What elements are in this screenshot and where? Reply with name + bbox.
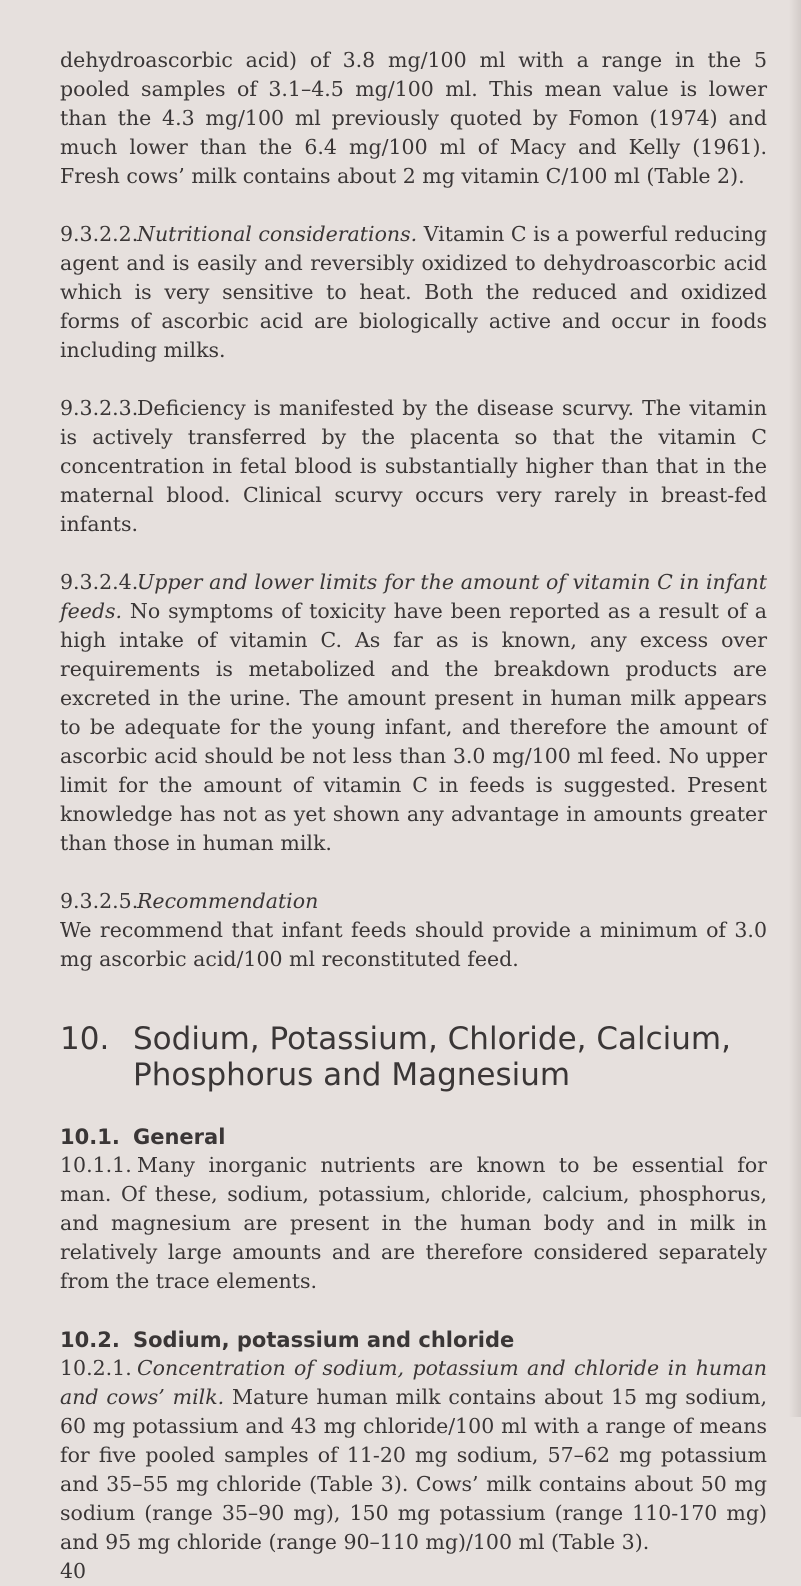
section-title: Concentration of sodium, potassium and chloride in human and cows’ milk. (60, 1356, 767, 1409)
section-number: 10.2. (60, 1328, 120, 1352)
section-number: 9.3.2.5. (60, 889, 139, 913)
section-text: Many inorganic nutrients are known to be essential for man. Of these, sodium, potassium, chloride, calcium, phosphorus, and magnesium are present in the human body and in milk in relatively large amounts and are therefore considered separately from the trace elements. (60, 1153, 767, 1293)
page-number: 40 (60, 1559, 87, 1583)
section-title: General (133, 1125, 226, 1149)
section-title: Upper and lower limits for the amount of vitamin C in infant feeds. (60, 570, 767, 623)
recommendation-text: We recommend that infant feeds should provide a minimum of 3.0 mg ascorbic acid/100 ml reconstituted feed. (60, 918, 767, 971)
section-text: Deficiency is manifested by the disease scurvy. The vitamin is actively transferred by the placenta so that the vitamin C concentration in fetal blood is substantially higher than that in the maternal blood. Clinical scurvy occurs very rarely in breast-fed infants. (60, 396, 767, 536)
section-title: Sodium, potassium and chloride (133, 1328, 515, 1352)
section-10-2-heading (60, 1326, 767, 1354)
section-10-2-1 (60, 1354, 767, 1557)
section-9-3-2-5-heading (60, 887, 767, 916)
section-number: 10.1. (60, 1125, 120, 1149)
section-title: Recommendation (137, 889, 319, 913)
section-title: Nutritional considerations. (137, 222, 418, 246)
page-edge-shadow (789, 0, 801, 1417)
chapter-10-heading (60, 1021, 767, 1093)
section-9-3-2-3 (60, 394, 767, 539)
chapter-title-line1: Sodium, Potassium, Chloride, Calcium, (133, 1021, 731, 1057)
section-text: Mature human milk contains about 15 mg sodium, 60 mg potassium and 43 mg chloride/100 ml with a range of means for five pooled samples of 11-20 mg sodium, 57–62 mg potassium and 35–55 mg chloride (Table 3). Cows’ milk contains about 50 mg sodium (range 35–90 mg), 150 mg potassium (range 110-170 mg) and 95 mg chloride (range 90–110 mg)/100 ml (Table 3). (60, 1385, 767, 1554)
section-10-1-heading (60, 1123, 767, 1151)
section-10-1-1 (60, 1151, 767, 1296)
section-number: 9.3.2.4. (60, 570, 139, 594)
section-number: 10.2.1. (60, 1356, 132, 1380)
chapter-title-line2: Phosphorus and Magnesium (133, 1057, 571, 1093)
section-9-3-2-4 (60, 568, 767, 858)
section-number: 9.3.2.2. (60, 222, 139, 246)
section-9-3-2-2 (60, 220, 767, 365)
section-number: 9.3.2.3. (60, 396, 139, 420)
section-text: No symptoms of toxicity have been reported as a result of a high intake of vitamin C. As far as is known, any excess over requirements is metabolized and the breakdown products are excreted in the urine. The amount present in human milk appears to be adequate for the young infant, and therefore the amount of ascorbic acid should be not less than 3.0 mg/100 ml feed. No upper limit for the amount of vitamin C in feeds is suggested. Present knowledge has not as yet shown any advantage in amounts greater than those in human milk. (60, 599, 767, 855)
chapter-number: 10. (60, 1021, 110, 1057)
section-text: Vitamin C is a powerful reducing agent and is easily and reversibly oxidized to dehydroascorbic acid which is very sensitive to heat. Both the reduced and oxidized forms of ascorbic acid are biologically active and occur in foods including milks. (60, 222, 767, 362)
intro-paragraph: dehydroascorbic acid) of 3.8 mg/100 ml with a range in the 5 pooled samples of 3.1–4.5 mg/100 ml. This mean value is lower than the 4.3 mg/100 ml previously quoted by Fomon (1974) and much lower than the 6.4 mg/100 ml of Macy and Kelly (1961). Fresh cows’ milk contains about 2 mg vitamin C/100 ml (Table 2). (60, 48, 767, 188)
section-number: 10.1.1. (60, 1153, 132, 1177)
